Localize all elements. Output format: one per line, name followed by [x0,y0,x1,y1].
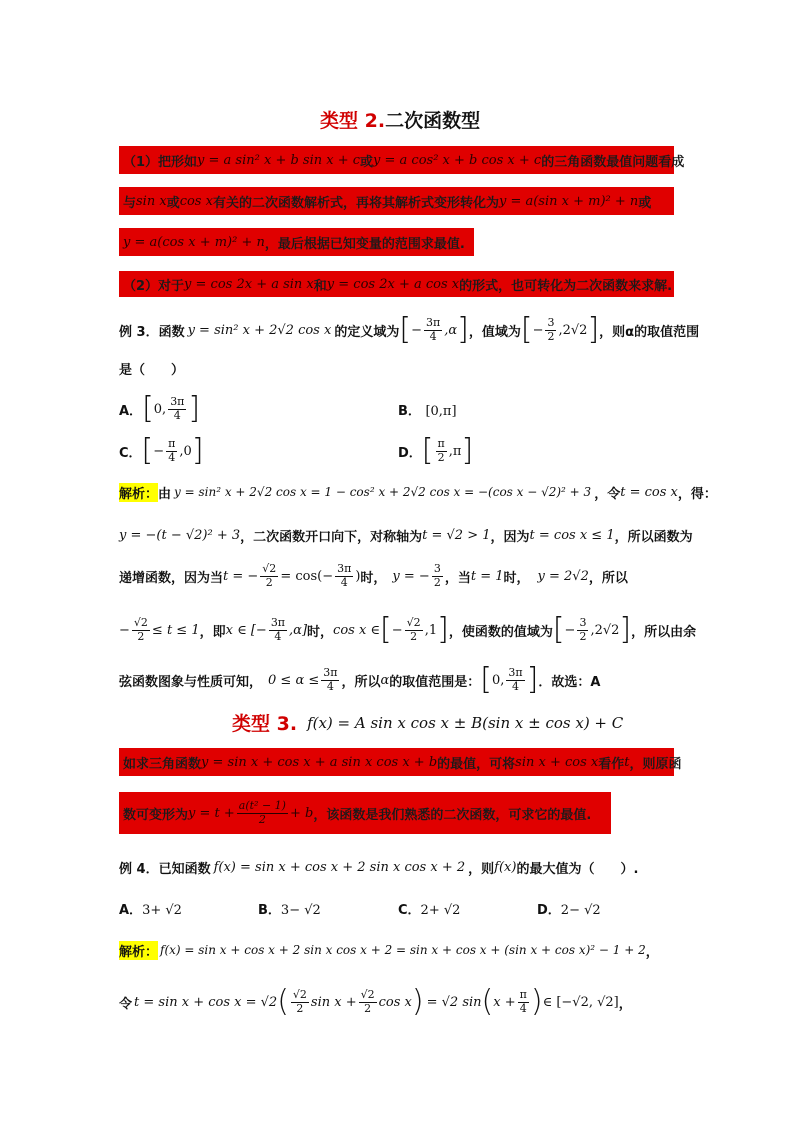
option-label: A． [119,403,143,419]
type3-title [232,709,623,736]
text: 或 [166,195,180,211]
formula: t = cos x [620,484,678,500]
text: ，值域为 [468,324,521,340]
ex3-solution-line2 [119,525,693,545]
fraction: $\frac{\pi}{2}$ [437,437,445,464]
formula: t [624,754,630,770]
ex3-solution-line5: 弦函数图象与性质可知， 0 ≤ α ≤ $\frac{3\pi}{4}$ ，所以 α 的取值范围是： [ 0, $\frac{3\pi}{4}$ ] ．故选：A [119,662,601,697]
text: 数可变形为 [123,807,189,823]
text: 时， [503,570,530,586]
text: 时， [360,570,387,586]
fraction: $\frac{3\pi}{4}$ [323,666,338,693]
formula: y = a(cos x + m)² + n [123,234,265,250]
fraction: $\frac{3\pi}{4}$ [425,316,441,343]
fraction: $\frac{3\pi}{4}$ [170,395,185,422]
formula: y = cos 2x + a cos x [326,276,460,292]
type2-method2 [119,271,674,297]
text: 由 [158,486,172,502]
solution-label: 解析： [119,483,158,502]
option-label: B． [398,404,421,419]
text: 的最值，可将 [437,756,516,772]
text: （1）把形如 [123,154,198,170]
ex3-question-line1: 例 3．函数 y = sin² x + 2√2 cos x 的定义域为 [ − $\frac{3\pi}{4}$ ,α ] ，值域为 [ − $\frac{3}{2}$ ,2√2 ] ，则α的取值范围 [119,312,700,347]
ex4-question [119,856,638,878]
formula: cos x [179,193,213,209]
text: ，二次函数开口向下，对称轴为 [240,529,423,545]
text: ．故选：A [538,674,601,690]
option-value: 3+ √2 [142,903,182,918]
text: 的形式，也可转化为二次函数来求解. [459,278,673,294]
ex3-option-a[interactable]: A． [ 0, $\frac{3\pi}{4}$ ] [119,391,201,426]
text: ，得： [677,486,717,502]
option-value: 2+ √2 [420,903,461,918]
fraction: $\frac{3}{2}$ [579,616,587,643]
text: 的取值范围是： [389,674,481,690]
fraction: $\frac{3\pi}{4}$ [270,616,286,643]
text: 和 [313,278,327,294]
fraction: $\frac{\pi}{4}$ [519,988,527,1015]
ex4-solution-line2: 令 t = sin x + cos x = √2 ( $\frac{√2}{2}$ sin x + $\frac{√2}{2}$ cos x ) = √2 sin ( x + $\frac{\pi}{4}$ ) ∈ [−√2, √2] ， [119,984,632,1019]
type2-method1-line1 [119,146,685,174]
text: ，则α的取值范围 [599,324,700,340]
text: ，所以 [341,674,381,690]
ex4-option-b[interactable] [258,899,321,918]
option-label: C． [398,903,421,918]
bracket: [ [520,312,533,347]
ex3-solution-line3: 递增函数，因为当 t = − $\frac{√2}{2}$ = cos(− $\frac{3\pi}{4}$ ) 时， y = − $\frac{3}{2}$ ，当 t = 1 时， y = 2√2 ，所以 [119,562,628,589]
text: 看作 [598,756,625,772]
text: ，则原函 [629,756,682,772]
ex3-question-line2 [119,358,184,378]
text: 是（ ） [119,362,185,378]
text: 有关的二次函数解析式，再将其解析式变形转化为 [212,195,499,211]
text: 的最大值为（ ）. [516,861,639,877]
ex4-option-c[interactable] [398,899,460,918]
fraction: $\frac{3}{2}$ [433,562,441,589]
fraction: $\frac{√2}{2}$ [406,616,421,643]
solution-label: 解析： [119,941,158,960]
text: 如求三角函数 [123,756,202,772]
text: 与 [123,195,137,211]
option-label: C． [119,445,142,461]
fraction: $\frac{√2}{2}$ [292,988,307,1015]
ex3-solution-line4: − $\frac{√2}{2}$ ≤ t ≤ 1 ，即 x ∈ [− $\frac{3\pi}{4}$ ,α] 时， cos x ∈ [ − $\frac{√2}{2}$ ,1 ] ，使函数的值域为 [ − $\frac{3}{2}$ ,2√2 ] ，所以由余 [119,612,697,647]
option-label: B． [258,903,281,918]
text: ，使函数的值域为 [448,624,553,640]
text: ，令 [594,486,621,502]
ex4-solution-line1 [119,938,659,962]
text: 递增函数，因为当 [119,570,224,586]
text: ， [618,996,632,1012]
option-label: A． [119,903,143,918]
option-label: D． [537,903,561,918]
ex3-option-d[interactable]: D． [ $\frac{\pi}{2}$ ,π ] [398,433,474,468]
type3-title-prefix: 类型 3. [232,713,298,735]
bracket: ] [587,312,600,347]
text: 的定义域为 [334,324,400,340]
formula: y = sin x + cos x + a sin x cos x + b [201,754,438,770]
formula: y = t + [188,805,235,821]
fraction: $\frac{3}{2}$ [547,316,555,343]
text: 的三角函数最值问题看成 [541,154,685,170]
formula: t = cos x ≤ 1 [529,527,615,543]
formula: + b [289,805,314,821]
ex4-option-d[interactable] [537,899,601,918]
fraction: $\frac{3\pi}{4}$ [337,562,352,589]
text: ，最后根据已知变量的范围求最值. [264,236,465,252]
formula: y = −(t − √2)² + 3 [119,527,241,543]
fraction: $\frac{√2}{2}$ [262,562,277,589]
fraction: $\frac{\pi}{4}$ [168,437,176,464]
ex4-option-a[interactable] [119,899,182,918]
type2-title-prefix: 类型 2. [320,110,386,132]
formula: f(x) [494,859,517,875]
text: ，当 [444,570,471,586]
option-value: 3− √2 [280,903,321,918]
type3-method-line2 [119,792,611,834]
option-value: [0,π] [425,404,457,419]
text: 例 4．已知函数 [119,861,211,877]
type2-method1-line3 [119,228,474,256]
ex3-option-b[interactable] [398,400,457,419]
text: 例 3．函数 [119,324,185,340]
type3-method-line1 [119,748,682,776]
formula: y = a sin² x + b sin x + c [197,152,361,168]
formula: t = √2 > 1 [422,527,491,543]
fraction: $\frac{√2}{2}$ [360,988,375,1015]
fraction: $\frac{√2}{2}$ [133,616,148,643]
ex3-solution-line1 [119,482,717,502]
type3-title-formula: f(x) = A sin x cos x ± B(sin x ± cos x) + C [307,713,624,732]
ex3-option-c[interactable]: C． [ − $\frac{\pi}{4}$ ,0 ] [119,433,204,468]
formula: y = cos 2x + a sin x [184,276,314,292]
formula: y = a cos² x + b cos x + c [373,152,542,168]
text: ，所以由余 [631,624,697,640]
formula: sin x + cos x [515,754,599,770]
text: 或 [638,195,652,211]
text: ， [645,944,659,960]
text: 时， [307,624,334,640]
text: ，所以 [588,570,628,586]
text: （2）对于 [123,278,185,294]
bracket: [ [399,312,412,347]
text: 弦函数图象与性质可知， [119,674,263,690]
formula: sin x [136,193,167,209]
option-label: D． [398,445,422,461]
type2-method1-line2 [119,187,674,215]
text: ，该函数是我们熟悉的二次函数，可求它的最值. [313,807,592,823]
fraction: $\frac{3\pi}{4}$ [508,666,523,693]
formula: f(x) = sin x + cos x + 2 sin x cos x + 2 = sin x + cos x + (sin x + cos x)² − 1 + 2 [160,943,646,957]
text: ，则 [468,861,495,877]
type2-title [320,106,480,133]
text: ，所以函数为 [614,529,693,545]
text: 令 [119,996,133,1012]
text: ，即 [199,624,226,640]
text: ，因为 [490,529,530,545]
formula: f(x) = sin x + cos x + 2 sin x cos x + 2 [213,859,466,875]
type2-title-main: 二次函数型 [385,110,481,132]
formula: y = sin² x + 2√2 cos x [187,322,332,338]
text: 或 [360,154,374,170]
formula: y = a(sin x + m)² + n [498,193,639,209]
formula: y = sin² x + 2√2 cos x = 1 − cos² x + 2√2 cos x = −(cos x − √2)² + 3 [174,485,592,499]
bracket: ] [457,312,469,347]
fraction: $\frac{\text{a(t² − 1)}}{2}$ [238,799,286,826]
option-value: 2− √2 [560,903,601,918]
